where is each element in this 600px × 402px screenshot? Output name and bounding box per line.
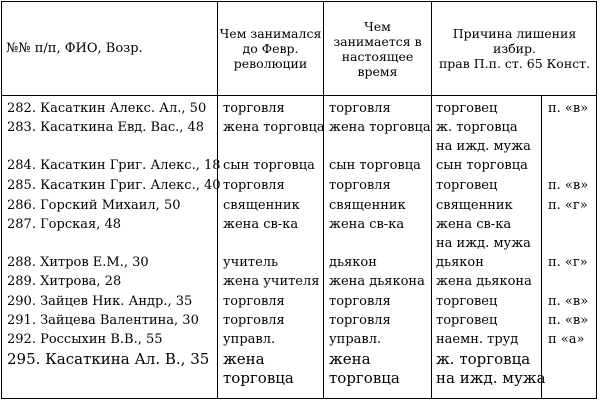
row-reason: жена дьякона bbox=[436, 274, 532, 289]
row-reason: дьякон bbox=[436, 255, 484, 270]
row-current-occupation: торговца bbox=[329, 369, 400, 387]
row-current-occupation: сын торговца bbox=[329, 158, 421, 173]
column-divider bbox=[541, 95, 542, 399]
row-current-occupation: торговля bbox=[329, 178, 391, 193]
row-name-age: 289. Хитрова, 28 bbox=[7, 274, 122, 289]
row-before-revolution: сын торговца bbox=[223, 158, 315, 173]
row-article: п. «в» bbox=[548, 294, 589, 309]
row-before-revolution: учитель bbox=[223, 255, 279, 270]
row-article: п. «в» bbox=[548, 313, 589, 328]
row-reason: ж. торговца bbox=[436, 120, 518, 135]
row-current-occupation: торговля bbox=[329, 313, 391, 328]
row-before-revolution: торговля bbox=[223, 178, 285, 193]
row-reason: на ижд. мужа bbox=[436, 236, 531, 251]
header-name-column: №№ п/п, ФИО, Возр. bbox=[6, 41, 143, 56]
header-disenfranchisement-reason: Причина лишения избир. прав П.п. ст. 65 Конст. bbox=[438, 26, 591, 71]
row-before-revolution: жена торговца bbox=[223, 120, 325, 135]
row-before-revolution: торговля bbox=[223, 294, 285, 309]
row-name-age: 292. Россыхин В.В., 55 bbox=[7, 332, 163, 347]
row-reason: торговец bbox=[436, 101, 498, 116]
row-article: п. «в» bbox=[548, 101, 589, 116]
row-name-age: 283. Касаткина Евд. Вас., 48 bbox=[7, 120, 205, 135]
row-before-revolution: торговца bbox=[223, 369, 294, 387]
row-before-revolution: управл. bbox=[223, 332, 276, 347]
row-current-occupation: жена bbox=[329, 350, 371, 368]
row-article: п «а» bbox=[548, 332, 585, 347]
header-before-revolution: Чем занимался до Февр. революции bbox=[219, 26, 322, 71]
row-name-age: 288. Хитров Е.М., 30 bbox=[7, 255, 149, 270]
row-current-occupation: священник bbox=[329, 198, 406, 213]
row-reason: сын торговца bbox=[436, 158, 528, 173]
header-current-occupation: Чем занимается в настоящее время bbox=[333, 18, 422, 79]
row-reason: священник bbox=[436, 198, 513, 213]
row-reason: жена св-ка bbox=[436, 217, 512, 232]
row-name-age: 287. Горская, 48 bbox=[7, 217, 121, 232]
row-current-occupation: жена торговца bbox=[329, 120, 431, 135]
row-before-revolution: жена учителя bbox=[223, 274, 320, 289]
row-before-revolution: священник bbox=[223, 198, 300, 213]
row-reason: наемн. труд bbox=[436, 332, 519, 347]
row-reason: на ижд. мужа bbox=[436, 139, 531, 154]
row-before-revolution: жена св-ка bbox=[223, 217, 299, 232]
row-reason: торговец bbox=[436, 313, 498, 328]
row-before-revolution: торговля bbox=[223, 101, 285, 116]
row-current-occupation: жена дьякона bbox=[329, 274, 425, 289]
row-current-occupation: торговля bbox=[329, 101, 391, 116]
row-name-age: 285. Касаткин Григ. Алекс., 40 bbox=[7, 178, 221, 193]
row-reason: ж. торговца bbox=[436, 350, 531, 368]
row-before-revolution: торговля bbox=[223, 313, 285, 328]
header-divider bbox=[1, 95, 597, 96]
row-article: п. «в» bbox=[548, 178, 589, 193]
row-current-occupation: управл. bbox=[329, 332, 382, 347]
row-before-revolution: жена bbox=[223, 350, 265, 368]
row-name-age: 290. Зайцев Ник. Андр., 35 bbox=[7, 294, 193, 309]
row-reason: торговец bbox=[436, 294, 498, 309]
row-current-occupation: жена св-ка bbox=[329, 217, 405, 232]
row-article: п. «г» bbox=[548, 255, 588, 270]
row-current-occupation: торговля bbox=[329, 294, 391, 309]
row-name-age: 291. Зайцева Валентина, 30 bbox=[7, 313, 199, 328]
row-current-occupation: дьякон bbox=[329, 255, 377, 270]
row-name-age: 295. Касаткина Ал. В., 35 bbox=[7, 350, 210, 368]
row-name-age: 286. Горский Михаил, 50 bbox=[7, 198, 181, 213]
row-reason: торговец bbox=[436, 178, 498, 193]
row-name-age: 282. Касаткин Алекс. Ал., 50 bbox=[7, 101, 207, 116]
row-name-age: 284. Касаткин Григ. Алекс., 18 bbox=[7, 158, 221, 173]
row-reason: на ижд. мужа bbox=[436, 369, 546, 387]
row-article: п. «г» bbox=[548, 198, 588, 213]
